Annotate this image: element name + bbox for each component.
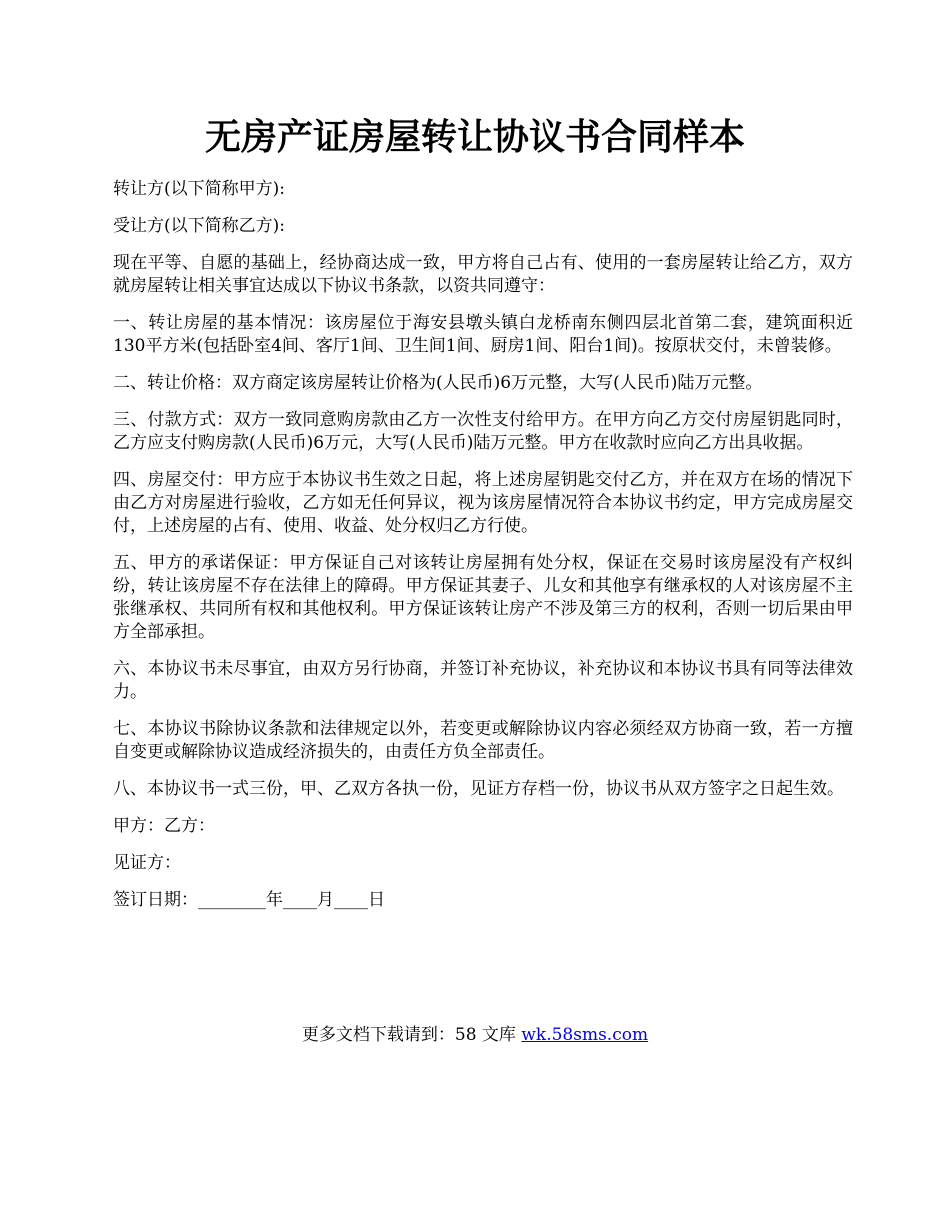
- clause-5: 五、甲方的承诺保证：甲方保证自己对该转让房屋拥有处分权，保证在交易时该房屋没有产权纠纷，转让该房屋不存在法律上的障碍。甲方保证其妻子、儿女和其他享有继承权的人对该房屋不主张继承权、共同所有权和其他权利。甲方保证该转让房产不涉及第三方的权利，否则一切后果由甲方全部承担。: [113, 553, 853, 642]
- footer-link[interactable]: wk.58sms.com: [521, 1025, 649, 1045]
- witness-line: 见证方：: [113, 853, 181, 873]
- clause-2: 二、转让价格：双方商定该房屋转让价格为(人民币)6万元整，大写(人民币)陆万元整。: [113, 373, 763, 393]
- preamble-paragraph: 现在平等、自愿的基础上，经协商达成一致，甲方将自己占有、使用的一套房屋转让给乙方，双方就房屋转让相关事宜达成以下协议书条款，以资共同遵守：: [113, 253, 853, 296]
- clause-7: 七、本协议书除协议条款和法律规定以外，若变更或解除协议内容必须经双方协商一致，若一方擅自变更或解除协议造成经济损失的，由责任方负全部责任。: [113, 719, 853, 762]
- footer-text: 更多文档下载请到：58 文库: [301, 1025, 522, 1045]
- document-body: [113, 178, 853, 926]
- document-title: 无房产证房屋转让协议书合同样本: [204, 116, 745, 158]
- signature-parties-line: 甲方：乙方：: [113, 816, 215, 836]
- clause-6: 六、本协议书未尽事宜，由双方另行协商，并签订补充协议，补充协议和本协议书具有同等法律效力。: [113, 659, 853, 702]
- footer: [0, 1023, 950, 1047]
- clause-4: 四、房屋交付：甲方应于本协议书生效之日起，将上述房屋钥匙交付乙方，并在双方在场的情况下由乙方对房屋进行验收，乙方如无任何异议，视为该房屋情况符合本协议书约定，甲方完成房屋交付，上述房屋的占有、使用、收益、处分权归乙方行使。: [113, 470, 853, 536]
- clause-1: 一、转让房屋的基本情况：该房屋位于海安县墩头镇白龙桥南东侧四层北首第二套，建筑面积近130平方米(包括卧室4间、客厅1间、卫生间1间、厨房1间、阳台1间)。按原状交付，未曾装修。: [113, 313, 853, 356]
- signing-date-line: 签订日期：________年____月____日: [113, 890, 385, 910]
- clause-3: 三、付款方式：双方一致同意购房款由乙方一次性支付给甲方。在甲方向乙方交付房屋钥匙同时，乙方应支付购房款(人民币)6万元，大写(人民币)陆万元整。甲方在收款时应向乙方出具收据。: [113, 410, 853, 453]
- clause-8: 八、本协议书一式三份，甲、乙双方各执一份，见证方存档一份，协议书从双方签字之日起生效。: [113, 779, 844, 799]
- party-a-line: 转让方(以下简称甲方):: [113, 179, 285, 199]
- party-b-line: 受让方(以下简称乙方):: [113, 216, 285, 236]
